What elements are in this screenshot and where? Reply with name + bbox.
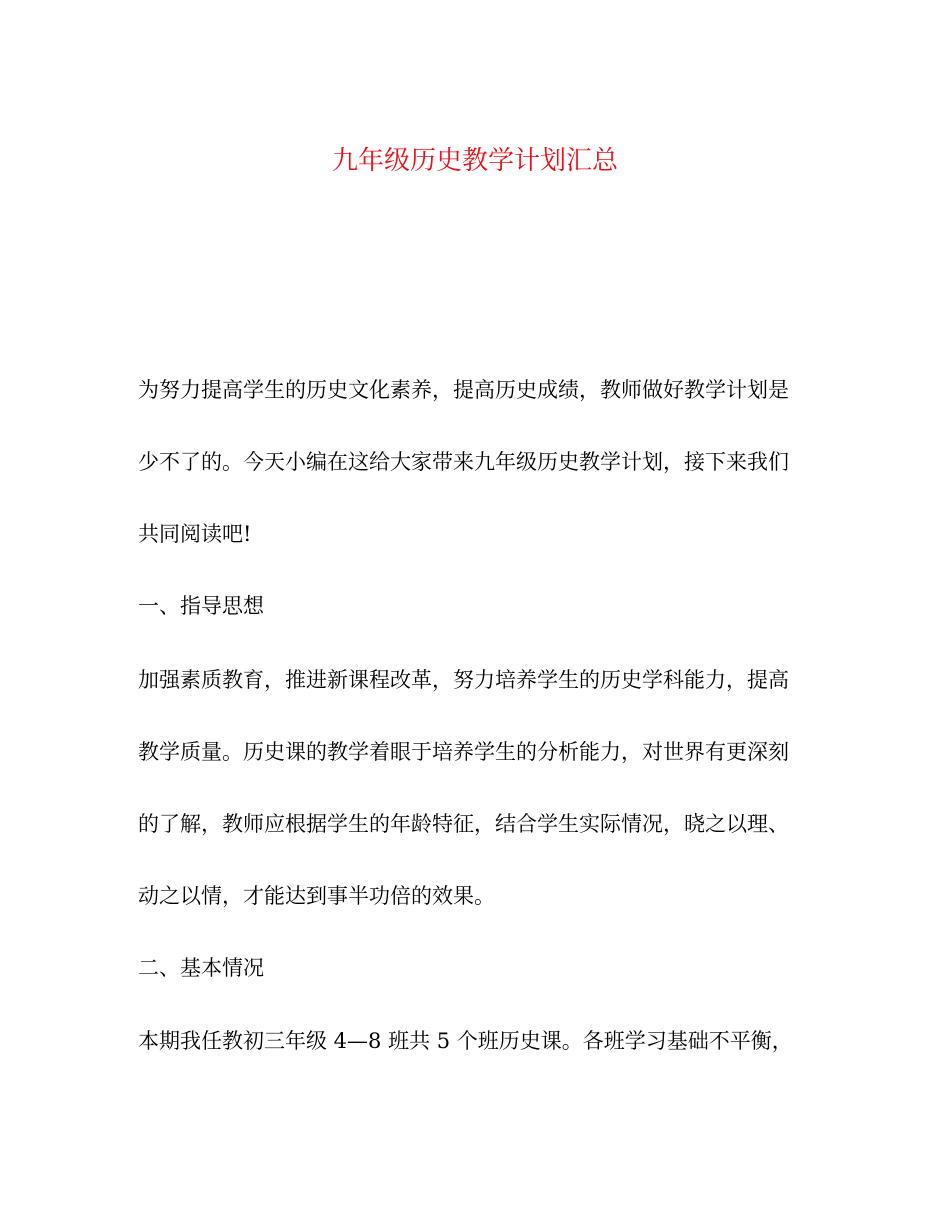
document-title: 九年级历史教学计划汇总 xyxy=(331,146,618,176)
intro-line-2: 少不了的。今天小编在这给大家带来九年级历史教学计划，接下来我们 xyxy=(138,450,789,474)
section-1-line-2: 教学质量。历史课的教学着眼于培养学生的分析能力，对世界有更深刻 xyxy=(138,740,789,764)
intro-line-1: 为努力提高学生的历史文化素养，提高历史成绩，教师做好教学计划是 xyxy=(138,378,789,402)
section-heading-1: 一、指导思想 xyxy=(138,594,264,618)
intro-line-3: 共同阅读吧! xyxy=(138,522,252,546)
section-2-line-1: 本期我任教初三年级 4—8 班共 5 个班历史课。各班学习基础不平衡， xyxy=(138,1029,793,1053)
section-1-line-1: 加强素质教育，推进新课程改革，努力培养学生的历史学科能力，提高 xyxy=(138,668,789,692)
section-heading-2: 二、基本情况 xyxy=(138,956,264,980)
section-1-line-3: 的了解，教师应根据学生的年龄特征，结合学生实际情况，晓之以理、 xyxy=(138,812,789,836)
section-1-line-4: 动之以情，才能达到事半功倍的效果。 xyxy=(138,884,495,908)
